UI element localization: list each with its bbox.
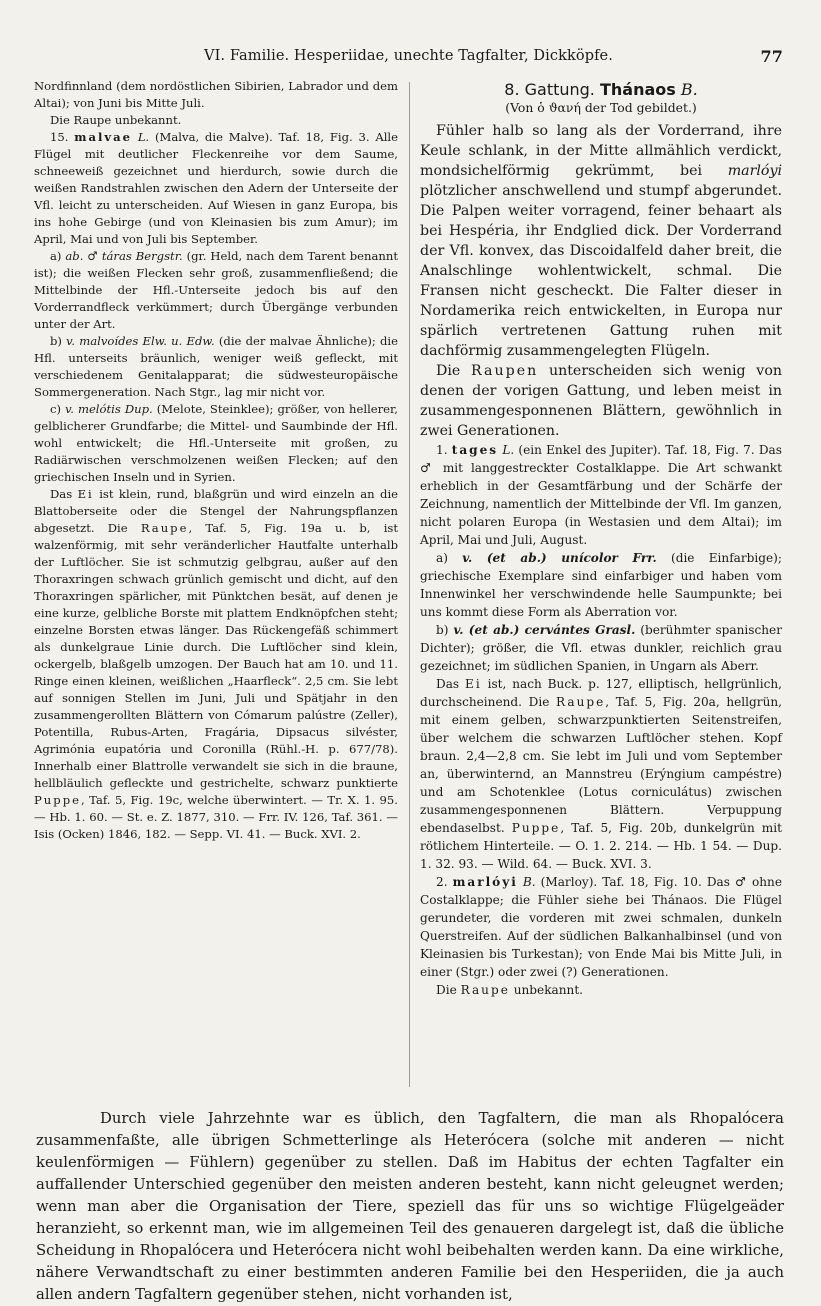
genus-description xyxy=(420,121,782,361)
variety-name: v. (et ab.) unícolor Frr. xyxy=(462,551,657,565)
paragraph-text: ist klein, rund, blaßgrün und wird einzeln an die Blattoberseite oder die Stengel der Nahrungspflanzen abgesetzt. Die xyxy=(34,487,399,535)
variety-name: v. (et ab.) cervántes Grasl. xyxy=(453,623,636,637)
variety-entry xyxy=(420,549,782,621)
genus-prefix: 8. Gattung. xyxy=(504,80,595,99)
paragraph-text: (gr. Held, nach dem Tarent benannt ist); die weißen Flecken sehr groß, zusammenfließend; die Mittelbinde der Hfl.-Unterseite jedoch bis auf den Vorderrandfleck verkümmert; durch Übergänge verbunden unter der Art. xyxy=(34,249,398,331)
species-entry xyxy=(34,129,398,248)
paragraph-text: (die Einfarbige); griechische Exemplare sind einfarbiger und haben vom Innenwinkel her verschwindende helle Saumpunkte; bei uns kommt diese Form als Aberration vor. xyxy=(420,551,782,619)
species-author: L. xyxy=(137,130,150,144)
paragraph-text: , Taf. 5, Fig. 19a u. b, ist walzenförmig, mit sehr veränderlicher Hautfalte unterhalb der Luftlöcher. Sie ist schmutzig gelbgrau, außer auf den Thoraxringen schwach grünlich gemischt und dicht, auf den Thoraxringen spärlicher, mit Pünktchen besät, auf denen je eine kurze, gelbliche Borste mit plattem Endknöpfchen steht; einzelne Borsten etwas länger. Das Rückengefäß schimmert als dunkelgraue Linie durch. Die Luftlöcher sind klein, ockergelb, blaßgelb umzogen. Der Bauch hat am 10. und 11. Ringe einen kleinen, weißlichen „Haarfleck“. 2,5 cm. Sie lebt auf sonnigen Stellen im Juni, Juli und Spätjahr in den zusammengerollten Blättern von Cómarum palústre (Zeller), Potentilla, Rubus-Arten, Fragária, Dipsacus silvéster, Agrimónia eupatória und Coronilla (Rühl.-H. p. 677/78). Innerhalb einer Blattrolle verwandelt sie sich in die braune, hellbläulich gefleckte und gestrichelte, schwarz punktierte xyxy=(34,521,399,790)
variety-letter: b) xyxy=(50,334,62,348)
paragraph-text: Das xyxy=(50,487,73,501)
paragraph-text: Die xyxy=(436,983,457,997)
species-number: 15. xyxy=(50,130,69,144)
genus-etymology: (Von ὁ ϑανή der Tod gebildet.) xyxy=(505,100,697,115)
species-author: L. xyxy=(502,443,515,457)
paragraph-text: Die xyxy=(436,363,461,379)
genus-name: Thánaos xyxy=(599,80,676,99)
variety-letter: b) xyxy=(436,623,449,637)
spaced-term: Ei xyxy=(465,677,482,691)
genus-heading xyxy=(420,80,782,99)
paragraph-text: (berühmter spanischer Dichter); größer, die Vfl. etwas dunkler, reichlich grau gezeichnet; im südlichen Spanien, in Ungarn als Aberr. xyxy=(420,623,783,673)
paragraph-text: unbekannt. xyxy=(513,983,584,997)
species-entry xyxy=(420,441,782,549)
spaced-term: Raupe xyxy=(460,983,510,997)
species-name: tages xyxy=(451,443,499,457)
column-divider xyxy=(409,82,410,1087)
spaced-term: Puppe xyxy=(511,821,561,835)
paragraph-text: (die der malvae Ähnliche); die Hfl. unterseits bräunlich, weniger weiß gefleckt, mit verschiedenem Genitalapparat; die südwesteuropäische Sommergeneration. Nach Stgr., lag mir nicht vor. xyxy=(34,334,399,399)
variety-name: v. malvoídes Elw. u. Edw. xyxy=(66,334,215,348)
paragraph-text: ist, nach Buck. p. 127, elliptisch, hellgrünlich, durchscheinend. Die xyxy=(420,677,782,709)
page-number: 77 xyxy=(760,47,783,66)
paragraph-text: (Marloy). Taf. 18, Fig. 10. Das ♂ ohne Costalklappe; die Fühler siehe bei Thánaos. Die Flügel gerundeter, die vorderen mit zwei schmalen, dunkeln Querstreifen. Auf der südlichen Balkanhalbinsel (und von Kleinasien bis Turkestan); von Ende Mai bis Mitte Juli, in einer (Stgr.) oder zwei (?) Generationen. xyxy=(420,875,782,979)
variety-entry xyxy=(34,401,398,486)
species-number: 1. xyxy=(436,443,448,457)
paragraph xyxy=(34,78,398,112)
species-name: malvae xyxy=(74,130,133,144)
species-number: 2. xyxy=(436,875,448,889)
family-introduction xyxy=(36,1108,784,1306)
paragraph xyxy=(34,112,398,129)
species-author: B. xyxy=(522,875,536,889)
spaced-term: Raupen xyxy=(471,363,539,379)
species-name: marlóyi xyxy=(452,875,518,889)
left-column xyxy=(34,78,398,843)
running-title: VI. Familie. Hesperiidae, unechte Tagfalter, Dickköpfe. xyxy=(204,48,613,64)
variety-entry xyxy=(34,333,398,401)
spaced-term: Raupe xyxy=(140,521,189,535)
variety-entry xyxy=(420,621,782,675)
genus-author: B. xyxy=(680,80,698,99)
paragraph-text: (ein Enkel des Jupiter). Taf. 18, Fig. 7. Das ♂ mit langgestreckter Costalklappe. Die Art schwankt erheblich in der Gesamtfärbung und der Schärfe der Zeichnung, namentlich der Mittelbinde der Vfl. Im ganzen, nicht polaren Europa (in Westasien und dem Altai); im April, Mai und Juli, August. xyxy=(420,443,782,547)
spaced-term: Ei xyxy=(77,487,94,501)
right-column xyxy=(420,78,782,999)
variety-name: v. melótis Dup. xyxy=(65,402,153,416)
paragraph-text: (Malva, die Malve). Taf. 18, Fig. 3. Alle Flügel mit deutlicher Fleckenreihe vor dem Saume, schneeweiß gezeichnet und hierdurch, sowie durch die weißen Randstrahlen zwischen den Adern der Unterseite der Vfl. leicht zu unterscheiden. Auf Wiesen in ganz Europa, bis ins hohe Gebirge (und von Kleinasien bis zum Amur); im April, Mai und von Juli bis September. xyxy=(34,130,398,246)
spaced-term: Puppe xyxy=(34,793,81,807)
paragraph xyxy=(420,361,782,441)
paragraph xyxy=(420,981,782,999)
variety-letter: a) xyxy=(436,551,448,565)
species-entry xyxy=(420,873,782,981)
paragraph xyxy=(34,486,398,843)
spaced-term: Raupe xyxy=(556,695,606,709)
variety-name: ab. ♂ táras Bergstr. xyxy=(65,249,183,263)
variety-letter: c) xyxy=(50,402,62,416)
paragraph-text: Die Raupe unbekannt. xyxy=(50,113,182,127)
paragraph-text: plötzlicher anschwellend und stumpf abgerundet. Die Palpen weiter vorragend, feiner behaart als bei Hespéria, ihr Endglied dick. Der Vorderrand der Vfl. konvex, das Discoidalfeld daher breit, die Analschlinge wohlentwickelt, schmal. Die Fransen nicht gescheckt. Die Falter dieser in Nordamerika reich entwickelten, in Europa nur spärlich vertretenen Gattung ruhen mit dachförmig zusammengelegten Flügeln. xyxy=(420,183,782,359)
variety-letter: a) xyxy=(50,249,62,263)
paragraph-text: Das xyxy=(436,677,460,691)
italic-term: marlóyi xyxy=(727,163,783,179)
paragraph: Durch viele Jahrzehnte war es üblich, den Tagfaltern, die man als Rhopalócera zusammenfaßte, alle übrigen Schmetterlinge als Heterócera (solche mit anderen — nicht keulenförmigen — Fühlern) gegenüber zu stellen. Daß im Habitus der echten Tagfalter ein auffallender Unterschied gegenüber den meisten anderen besteht, kann nicht geleugnet werden; wenn man aber die Organisation der Tiere, speziell das für uns so wichtige Flügelgeäder heranzieht, so erkennt man, wie im allgemeinen Teil des genaueren dargelegt ist, daß die übliche Scheidung in Rhopalócera und Heterócera nicht wohl beibehalten werden kann. Da eine wirkliche, nähere Verwandtschaft zu einer bestimmten anderen Familie bei den Hesperiiden, die ja auch allen andern Tagfaltern gegenüber stehen, nicht vorhanden ist, xyxy=(36,1110,784,1303)
paragraph-text: , Taf. 5, Fig. 20a, hellgrün, mit einem gelben, schwarzpunktierten Seitenstreifen, über welchem die schwarzen Luftlöcher stehen. Kopf braun. 2,4—2,8 cm. Sie lebt im Juli und vom September an, überwinternd, an Mannstreu (Erýngium campéstre) und am Schotenklee (Lotus corniculátus) zwischen zusammengesponnenen Blättern. Verpuppung ebendaselbst. xyxy=(420,695,782,835)
paragraph-text: , Taf. 5, Fig. 19c, welche überwintert. — Tr. X. 1. 95. — Hb. 1. 60. — St. e. Z. 1877, 310. — Frr. IV. 126, Taf. 361. — Isis (Ocken) 1846, 182. — Sepp. VI. 41. — Buck. XVI. 2. xyxy=(34,793,398,841)
paragraph-text: Nordfinnland (dem nordöstlichen Sibirien, Labrador und dem Altai); von Juni bis Mitte Juli. xyxy=(34,79,398,110)
paragraph-text: , Taf. 5, Fig. 20b, dunkelgrün mit rötlichem Hinterteile. — O. 1. 2. 214. — Hb. 1 54. — Dup. 1. 32. 93. — Wild. 64. — Buck. XVI. 3. xyxy=(420,821,782,871)
running-header xyxy=(34,48,783,70)
paragraph-text: (Melote, Steinklee); größer, von hellerer, gelblicherer Grundfarbe; die Mittel- und Saumbinde der Hfl. wohl entwickelt; die Hfl.-Unterseite mit großen, zu Radiärwischen verschmolzenen weißen Flecken; auf den griechischen Inseln und in Syrien. xyxy=(34,402,398,484)
paragraph xyxy=(420,675,782,873)
paragraph-text: unterscheiden sich wenig von denen der vorigen Gattung, und leben meist in zusammengesponnenen Blättern, gewöhnlich in zwei Generationen. xyxy=(420,363,782,439)
variety-entry xyxy=(34,248,398,333)
paragraph-text: Fühler halb so lang als der Vorderrand, ihre Keule schlank, in der Mitte allmählich verdickt, mondsichelförmig gekrümmt, bei xyxy=(420,123,782,179)
